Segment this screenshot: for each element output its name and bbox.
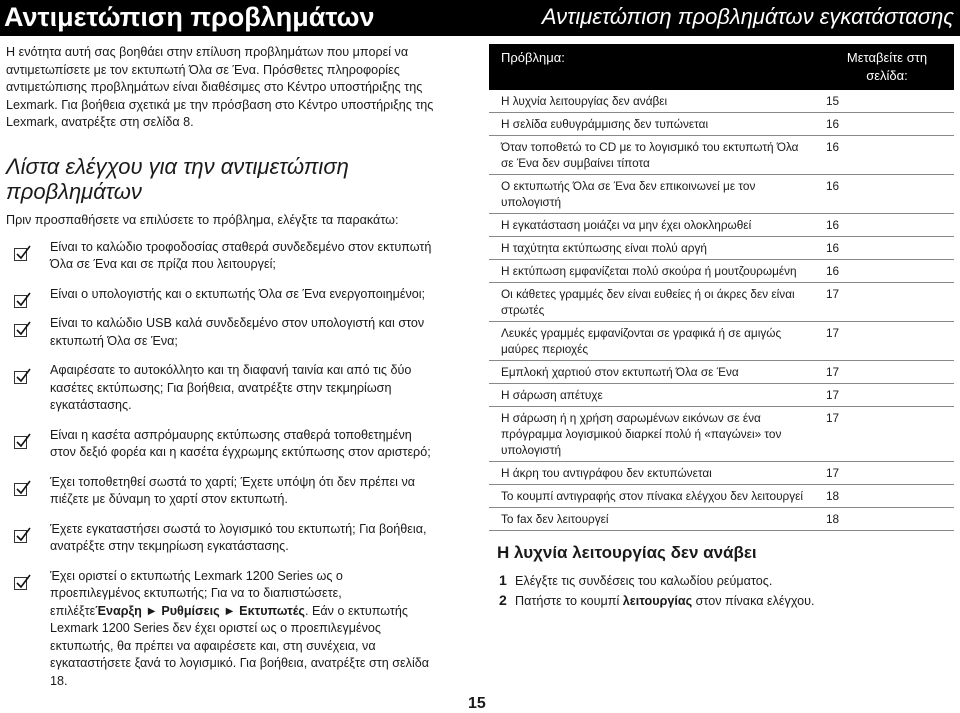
table-row [489, 361, 954, 384]
page-cell: 15 [820, 90, 954, 113]
checklist-item-text: Είναι ο υπολογιστής και ο εκτυπωτής Όλα σε Ένα ενεργοποιημένοι; [50, 286, 426, 301]
instruction-text: . Εάν ο εκτυπωτής Lexmark 1200 Series δεν έχει οριστεί ως ο προεπιλεγμένος εκτυπωτής, θα πρέπει να αφαιρέσετε και, στη συνέχεια, να εγκαταστήσετε ξανά το λογισμικό. Για βοήθεια, ανατρέξτε στη σελίδα 18. [50, 603, 430, 688]
menu-separator: ► [219, 603, 240, 618]
page-cell: 17 [820, 384, 954, 407]
column-header-problem: Πρόβλημα: [489, 44, 820, 90]
checklist-item [6, 427, 436, 462]
page-cell: 17 [820, 361, 954, 384]
checklist-item [6, 286, 436, 304]
checklist-item-text: Είναι η κασέτα ασπρόμαυρης εκτύπωσης σταθερά τοποθετημένη στον δεξιό φορέα και η κασέτα έγχρωμης εκτύπωσης στον αριστερό; [50, 427, 431, 459]
problem-cell: Η εγκατάσταση μοιάζει να μην έχει ολοκληρωθεί [489, 214, 820, 237]
page-cell: 16 [820, 136, 954, 175]
page-number: 15 [468, 695, 486, 712]
checklist-item [6, 521, 436, 556]
checklist-lead: Πριν προσπαθήσετε να επιλύσετε το πρόβλημα, ελέγξτε τα παρακάτω: [6, 212, 399, 227]
problem-cell: Όταν τοποθετώ το CD με το λογισμικό του εκτυπωτή Όλα σε Ένα δεν συμβαίνει τίποτα [489, 136, 820, 175]
page-cell: 16 [820, 175, 954, 214]
table-row [489, 136, 954, 175]
checklist-item-text: Είναι το καλώδιο USB καλά συνδεδεμένο στον υπολογιστή και στον εκτυπωτή Όλα σε Ένα; [50, 316, 425, 348]
checkbox-icon [14, 371, 27, 384]
step-text: στον πίνακα ελέγχου. [692, 594, 815, 608]
checklist-item-text: Έχει τοποθετηθεί σωστά το χαρτί; Έχετε υπόψη ότι δεν πρέπει να πιέζετε με δύναμη το χαρτί στον εκτυπωτή. [50, 474, 416, 506]
checklist-item [6, 568, 436, 691]
page-cell: 18 [820, 508, 954, 531]
problem-cell: Η άκρη του αντιγράφου δεν εκτυπώνεται [489, 462, 820, 485]
problem-cell: Το κουμπί αντιγραφής στον πίνακα ελέγχου δεν λειτουργεί [489, 485, 820, 508]
checklist [6, 239, 436, 691]
table-row [489, 214, 954, 237]
page-cell: 16 [820, 113, 954, 136]
step-number: 2 [499, 592, 507, 608]
step-item [499, 591, 954, 611]
table-row [489, 508, 954, 531]
menu-printers: Εκτυπωτές [239, 603, 305, 618]
table-row [489, 283, 954, 322]
table-row [489, 175, 954, 214]
checkbox-icon [14, 483, 27, 496]
problem-cell: Εμπλοκή χαρτιού στον εκτυπωτή Όλα σε Ένα [489, 361, 820, 384]
table-row [489, 113, 954, 136]
checklist-item-text: Αφαιρέσατε το αυτοκόλλητο και τη διαφανή ταινία και από τις δύο κασέτες εκτύπωσης; Για βοήθεια, ανατρέξτε στην τεκμηρίωση εγκατάστασης. [50, 363, 412, 412]
power-light-title: Η λυχνία λειτουργίας δεν ανάβει [497, 543, 757, 562]
chapter-title: Αντιμετώπιση προβλημάτων [4, 2, 375, 32]
checklist-title: Λίστα ελέγχου για την αντιμετώπιση προβλημάτων [6, 153, 349, 204]
checklist-item [6, 315, 436, 350]
intro-paragraph: Η ενότητα αυτή σας βοηθάει στην επίλυση προβλημάτων που μπορεί να αντιμετωπίσετε με τον εκτυπωτή Όλα σε Ένα. Πρόσθετες πληροφορίες αντιμετώπισης προβλημάτων είναι διαθέσιμες στο Κέντρο υποστήριξης της Lexmark. Για βοήθεια σχετικά με την πρόσβαση στο Κέντρο υποστήριξης της Lexmark, ανατρέξτε στη σελίδα 8. [6, 45, 434, 129]
table-row [489, 407, 954, 462]
instruction-text: Έχει οριστεί ο εκτυπωτής Lexmark 1200 Series ως ο προεπιλεγμένος εκτυπωτής; Για να το διαπιστώσετε, επιλέξτε [50, 568, 343, 618]
problem-cell: Η ταχύτητα εκτύπωσης είναι πολύ αργή [489, 237, 820, 260]
page-cell: 17 [820, 462, 954, 485]
page-cell: 16 [820, 260, 954, 283]
problem-cell: Η σάρωση απέτυχε [489, 384, 820, 407]
step-text: Ελέγξτε τις συνδέσεις του καλωδίου ρεύματος. [515, 574, 773, 588]
step-bold: λειτουργίας [622, 594, 693, 608]
step-item [499, 571, 954, 591]
table-row [489, 485, 954, 508]
page-cell: 16 [820, 237, 954, 260]
table-row [489, 384, 954, 407]
checkbox-icon [14, 577, 27, 590]
checklist-item-text: Είναι το καλώδιο τροφοδοσίας σταθερά συνδεδεμένο στον εκτυπωτή Όλα σε Ένα και σε πρίζα που λειτουργεί; [50, 239, 432, 271]
table-row [489, 462, 954, 485]
page-cell: 18 [820, 485, 954, 508]
table-header-row [489, 44, 954, 90]
header-bar [0, 0, 960, 36]
left-column [6, 44, 436, 702]
checkbox-icon [14, 324, 27, 337]
menu-separator: ► [141, 603, 162, 618]
problem-cell: Οι κάθετες γραμμές δεν είναι ευθείες ή οι άκρες δεν είναι στρωτές [489, 283, 820, 322]
problem-table [489, 44, 954, 531]
checklist-item-text: Έχετε εγκαταστήσει σωστά το λογισμικό του εκτυπωτή; Για βοήθεια, ανατρέξτε στην τεκμηρίωση εγκατάστασης. [50, 521, 427, 553]
checkbox-icon [14, 530, 27, 543]
checkbox-icon [14, 248, 27, 261]
page-cell: 17 [820, 322, 954, 361]
problem-cell: Η λυχνία λειτουργίας δεν ανάβει [489, 90, 820, 113]
checklist-item-text [50, 569, 429, 688]
problem-cell: Η σάρωση ή η χρήση σαρωμένων εικόνων σε ένα πρόγραμμα λογισμικού διαρκεί πολύ ή «παγώνει» τον υπολογιστή [489, 407, 820, 462]
checkbox-icon [14, 436, 27, 449]
checklist-item [6, 362, 436, 415]
menu-settings: Ρυθμίσεις [161, 603, 220, 618]
table-row [489, 260, 954, 283]
checklist-item [6, 239, 436, 274]
page-cell: 17 [820, 283, 954, 322]
table-row [489, 237, 954, 260]
step-text: Πατήστε το κουμπί [515, 594, 623, 608]
table-row [489, 322, 954, 361]
problem-cell: Το fax δεν λειτουργεί [489, 508, 820, 531]
column-header-page: Μεταβείτε στη σελίδα: [820, 44, 954, 90]
problem-cell: Η σελίδα ευθυγράμμισης δεν τυπώνεται [489, 113, 820, 136]
checkbox-icon [14, 295, 27, 308]
checklist-item [6, 474, 436, 509]
step-number: 1 [499, 572, 507, 588]
steps-list [489, 571, 954, 611]
problem-cell: Ο εκτυπωτής Όλα σε Ένα δεν επικοινωνεί με τον υπολογιστή [489, 175, 820, 214]
problem-cell: Λευκές γραμμές εμφανίζονται σε γραφικά ή σε αμιγώς μαύρες περιοχές [489, 322, 820, 361]
menu-start: Έναρξη [95, 603, 142, 618]
table-row [489, 90, 954, 113]
problem-cell: Η εκτύπωση εμφανίζεται πολύ σκούρα ή μουτζουρωμένη [489, 260, 820, 283]
page-cell: 16 [820, 214, 954, 237]
section-title-header: Αντιμετώπιση προβλημάτων εγκατάστασης [541, 4, 954, 29]
page-cell: 17 [820, 407, 954, 462]
right-column [489, 44, 954, 611]
